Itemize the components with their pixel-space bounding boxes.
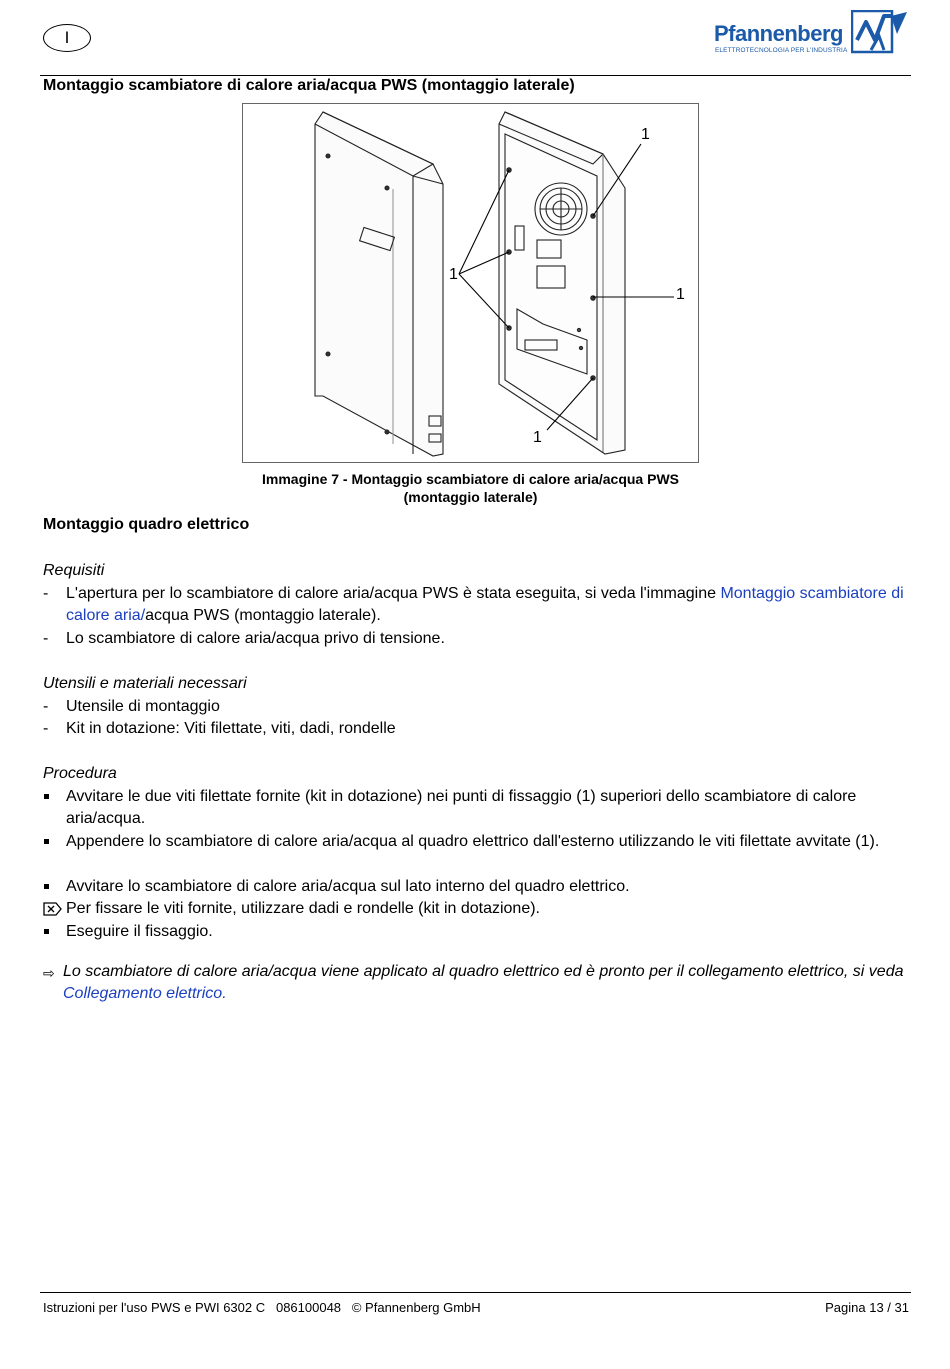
procedure-step	[43, 831, 913, 853]
footer-document-info: Istruzioni per l'uso PWS e PWI 6302 C 086100048 © Pfannenberg GmbH	[43, 1300, 481, 1315]
footer-page-number: Pagina 13 / 31	[825, 1300, 909, 1315]
language-badge: I	[43, 24, 91, 52]
callout-label: 1	[533, 429, 542, 446]
result-text: Lo scambiatore di calore aria/acqua viene applicato al quadro elettrico ed è pronto per il collegamento elettrico, si veda	[63, 963, 904, 980]
procedure-note	[43, 898, 913, 920]
requisiti-title: Requisiti	[43, 562, 105, 579]
callout-label: 1	[449, 266, 458, 283]
logo-mark-icon	[851, 10, 910, 54]
utensili-title: Utensili e materiali necessari	[43, 675, 247, 692]
list-item	[43, 718, 913, 740]
figure-link[interactable]: Montaggio scambiatore di calore aria/	[66, 585, 904, 624]
footer-divider	[40, 1292, 911, 1293]
procedura-title: Procedura	[43, 765, 117, 782]
list-item	[43, 583, 913, 627]
step-text: Avvitare le due viti filettate fornite (kit in dotazione) nei punti di fissaggio (1) superiori dello scambiatore di calore aria/acqua.	[66, 788, 857, 827]
item-text: Lo scambiatore di calore aria/acqua privo di tensione.	[66, 630, 445, 647]
figure-frame	[242, 103, 699, 463]
callout-label: 1	[641, 126, 650, 143]
square-bullet-icon	[44, 794, 49, 799]
list-item	[43, 696, 913, 718]
step-text: Appendere lo scambiatore di calore aria/acqua al quadro elettrico dall'esterno utilizzando le viti filettate avvitate (1).	[66, 833, 880, 850]
procedure-step	[43, 876, 913, 898]
caption-line-1: Immagine 7 - Montaggio scambiatore di calore aria/acqua PWS	[262, 471, 679, 487]
square-bullet-icon	[44, 884, 49, 889]
dash-marker: -	[43, 585, 49, 602]
note-text: Per fissare le viti fornite, utilizzare dadi e rondelle (kit in dotazione).	[66, 900, 540, 917]
result-arrow-icon: ⇨	[43, 965, 55, 981]
item-text: Utensile di montaggio	[66, 698, 220, 715]
collegamento-link[interactable]: Collegamento elettrico.	[63, 985, 227, 1002]
section-title: Montaggio scambiatore di calore aria/acqua PWS (montaggio laterale)	[43, 77, 575, 94]
logo-name: Pfannenberg	[714, 21, 843, 46]
step-text: Avvitare lo scambiatore di calore aria/acqua sul lato interno del quadro elettrico.	[66, 878, 630, 895]
result-line	[43, 961, 913, 1005]
figure-caption	[242, 470, 699, 506]
item-text: Kit in dotazione: Viti filettate, viti, dadi, rondelle	[66, 720, 396, 737]
pfannenberg-logo	[714, 10, 910, 56]
caption-line-2: (montaggio laterale)	[403, 489, 538, 505]
dash-marker: -	[43, 698, 49, 715]
header-divider	[40, 75, 911, 76]
callout-label: 1	[676, 286, 685, 303]
procedure-step	[43, 786, 913, 830]
square-bullet-icon	[44, 839, 49, 844]
note-hand-icon	[43, 902, 62, 916]
list-item	[43, 628, 913, 650]
subsection-title: Montaggio quadro elettrico	[43, 516, 250, 533]
item-text: L'apertura per lo scambiatore di calore aria/acqua PWS è stata eseguita, si veda l'immagine	[66, 585, 721, 602]
dash-marker: -	[43, 630, 49, 647]
dash-marker: -	[43, 720, 49, 737]
procedure-step	[43, 921, 913, 943]
square-bullet-icon	[44, 929, 49, 934]
step-text: Eseguire il fissaggio.	[66, 923, 213, 940]
logo-tagline: ELETTROTECNOLOGIA PER L'INDUSTRIA	[715, 47, 848, 54]
item-text: acqua PWS (montaggio laterale).	[145, 607, 381, 624]
heat-exchanger-drawing	[243, 104, 700, 464]
